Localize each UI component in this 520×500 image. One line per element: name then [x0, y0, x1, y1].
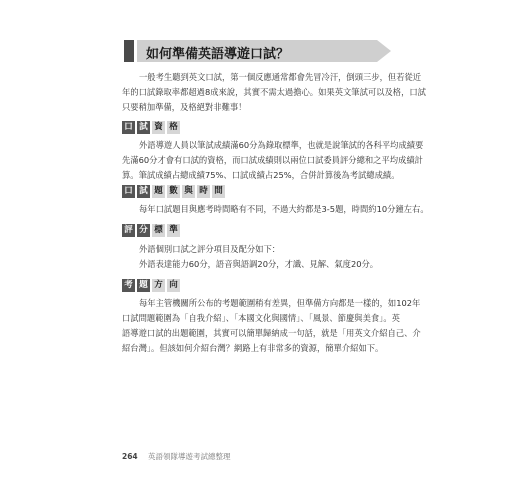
section-body-oral-qualification: [122, 138, 424, 183]
body-line: 先滿60分才會有口試的資格，而口試成績則以兩位口試委員評分總和之平均成績計: [122, 155, 423, 165]
heading-char: 題: [137, 279, 150, 292]
page-title: 如何準備英語導遊口試？: [146, 47, 290, 62]
section-body-scoring: [122, 242, 406, 272]
heading-char: 考: [122, 279, 135, 292]
title-banner: [124, 40, 404, 62]
body-line: 外語導遊人員以筆試成績滿60分為錄取標準，也就是說筆試的各科平均成績要: [139, 140, 424, 150]
title-marker: [124, 40, 134, 62]
heading-char: 題: [152, 185, 165, 198]
page-footer: [122, 451, 231, 462]
section-heading-questions-time: [122, 185, 225, 198]
heading-char: 試: [137, 185, 150, 198]
heading-char: 時: [197, 185, 210, 198]
heading-char: 資: [152, 121, 165, 134]
intro-line: 只要稍加準備，及格絕對非難事！: [122, 102, 247, 112]
intro-paragraph: [122, 70, 426, 115]
body-line: 算。筆試成績占總成績75%、口試成績占25%，合併計算後為考試總成績。: [122, 170, 400, 180]
heading-char: 方: [152, 279, 165, 292]
section-heading-scoring: [122, 224, 180, 237]
book-title: 英語領隊導遊考試總整理: [148, 452, 231, 461]
heading-char: 口: [122, 185, 135, 198]
heading-char: 標: [152, 224, 165, 237]
body-line: 外語表達能力60分，語音與語調20分，才識、見解、氣度20分。: [139, 259, 379, 269]
body-line: 語導遊口試的出題範圍，其實可以簡單歸納成一句話，就是「用英文介紹自己、介: [122, 328, 421, 338]
intro-line: 年的口試錄取率都超過8成來說，其實不需太過擔心。如果英文筆試可以及格，口試: [122, 87, 426, 97]
section-body-exam-direction: [122, 296, 421, 356]
body-line: 每年口試題目與應考時間略有不同，不過大約都是3-5題，時間約10分鐘左右。: [139, 204, 429, 214]
heading-char: 間: [212, 185, 225, 198]
intro-line: 一般考生聽到英文口試，第一個反應通常都會先冒冷汗，倒頭三步，但若從近: [139, 72, 422, 82]
heading-char: 分: [137, 224, 150, 237]
heading-char: 準: [167, 224, 180, 237]
heading-char: 數: [167, 185, 180, 198]
body-line: 口試問題範圍為「自我介紹」、「本國文化與國情」、「風景、節慶與美食」。英: [122, 313, 400, 323]
heading-char: 評: [122, 224, 135, 237]
body-line: 每年主管機關所公布的考題範圍稍有差異，但準備方向都是一樣的，如102年: [139, 298, 421, 308]
heading-char: 格: [167, 121, 180, 134]
body-line: 紹台灣」。但該如何介紹台灣？網路上有非常多的資源，簡單介紹如下。: [122, 343, 384, 353]
section-heading-exam-direction: [122, 279, 180, 292]
heading-char: 試: [137, 121, 150, 134]
heading-char: 向: [167, 279, 180, 292]
page-number: 264: [122, 452, 138, 461]
section-heading-oral-qualification: [122, 121, 180, 134]
heading-char: 與: [182, 185, 195, 198]
body-line: 外語個別口試之評分項目及配分如下：: [139, 244, 281, 254]
heading-char: 口: [122, 121, 135, 134]
section-body-questions-time: [122, 202, 429, 217]
